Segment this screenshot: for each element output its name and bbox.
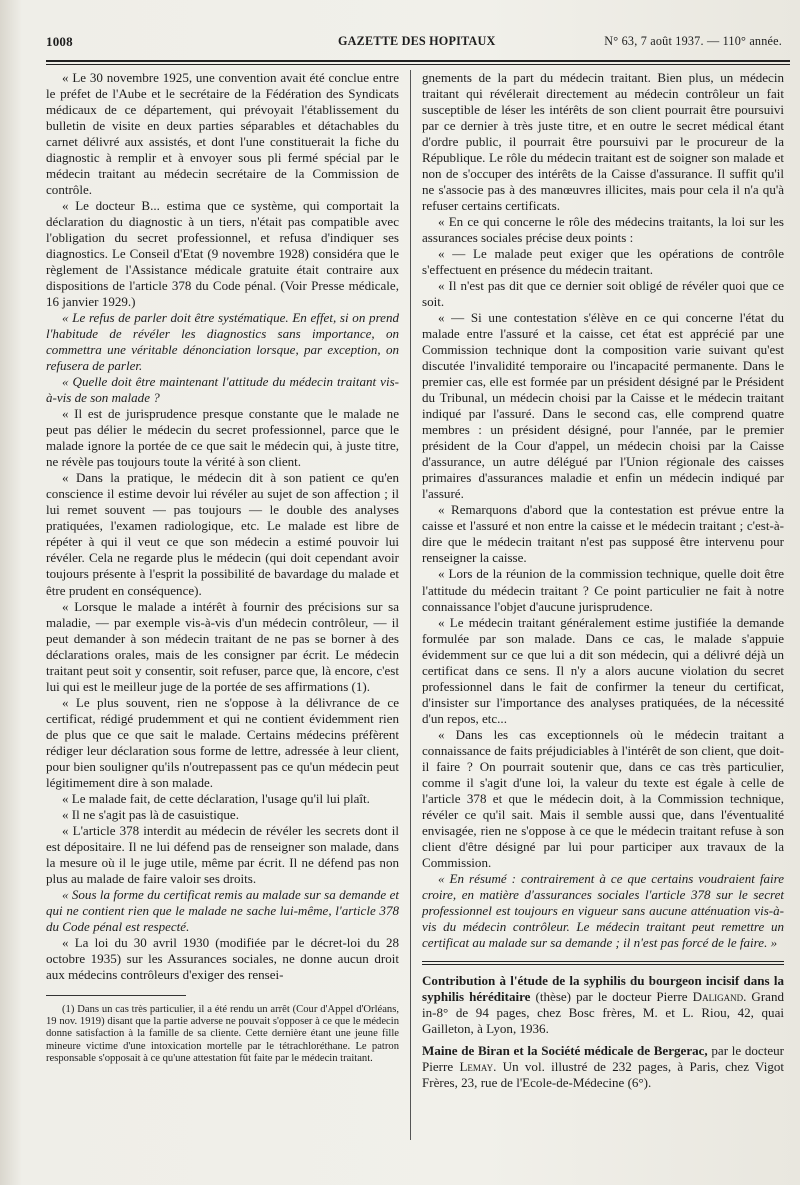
review-text: . Grand in-8° de 94 pages, chez Bosc frères, M. et L. Riou, 42, quai Gailleton, à Lyon, 1936. — [422, 988, 784, 1036]
paragraph: « Dans les cas exceptionnels où le médecin traitant a connaissance de faits préjudiciables à l'intérêt de son client, que doit-il faire ? On pourrait soutenir que, dans ce cas très particulier, comme il s'agit d'une loi, la valeur du texte est égale à celle de l'article 378 et que le médecin doit, à la Commission technique, révéler ce qu'il sait. Mais il semble aussi que, dans l'éventualité envisagée, rien ne s'oppose à ce que le médecin traitant refuse à son client d'être désigné par lui pour participer aux travaux de la Commission. — [422, 726, 784, 870]
book-review — [422, 1043, 784, 1091]
issue-info: N° 63, 7 août 1937. — 110° année. — [604, 34, 782, 48]
footnote: (1) Dans un cas très particulier, il a été rendu un arrêt (Cour d'Appel d'Orléans, 19 nov. 1919) disant que la partie adverse ne pouvait s'opposer à ce que le médecin donne satisfaction à la famille de sa cliente. Cette dernière étant une jeune fille mineure victime d'une intoxication mortelle par le tétrachloréthane. Le patron responsable s'opposait à ce qu'une attestation fût faite par le médecin traitant. — [46, 1003, 399, 1065]
review-text: . Un vol. illustré de 232 pages, à Paris, chez Vigot Frères, 23, rue de l'Ecole-de-Médecine (6°). — [422, 1058, 784, 1090]
review-author: Daligand — [692, 988, 744, 1004]
paragraph: « — Le malade peut exiger que les opérations de contrôle s'effectuent en présence du médecin traitant. — [422, 246, 784, 278]
journal-title: GAZETTE DES HOPITAUX — [338, 34, 496, 48]
book-review-list — [422, 973, 784, 1091]
section-separator — [422, 961, 784, 965]
paragraph: « Remarquons d'abord que la contestation est prévue entre la caisse et l'assuré et non entre la caisse et le médecin traitant ; c'est-à-dire que le médecin traitant n'est pas supposé être intervenu pour renseigner la caisse. — [422, 502, 784, 566]
paragraph: « L'article 378 interdit au médecin de révéler les secrets dont il est dépositaire. Il ne lui défend pas de renseigner son malade, dans la mesure où il le juge utile, même par écrit. Il ne défend pas non plus au malade de faire valoir ses droits. — [46, 822, 399, 886]
paragraph: « Il n'est pas dit que ce dernier soit obligé de révéler quoi que ce soit. — [422, 278, 784, 310]
page-number: 1008 — [46, 34, 73, 49]
paragraph: « Le docteur B... estima que ce système, qui comportait la déclaration du diagnostic à un tiers, n'était pas compatible avec l'obligation du secret professionnel, et refusa d'indiquer ses diagnostics. Le Conseil d'Etat (9 novembre 1928) considéra que le règlement de l'Assistance médicale gratuite était contraire aux dispositions de l'article 378 du Code pénal. (Voir Presse médicale, 16 janvier 1929.) — [46, 198, 399, 310]
review-text: par le docteur Pierre — [422, 1042, 784, 1074]
paragraph: « Il ne s'agit pas là de casuistique. — [62, 806, 239, 822]
paragraph: « Le plus souvent, rien ne s'oppose à la délivrance de ce certificat, rédigé prudemment et qui ne contient évidemment rien de plus que ce que sait le malade. Certains médecins préfèrent rédiger leur déclaration sous forme de lettre, adressée à leur client, pour bien souligner qu'ils n'outrepassent pas ce qu'un médecin peut légitimement dire à son malade. — [46, 694, 399, 790]
header-rule-thin — [46, 64, 790, 65]
paragraph: « La loi du 30 avril 1930 (modifiée par le décret-loi du 28 octobre 1935) sur les Assurances sociales, ne donne aucun droit aux médecins contrôleurs d'exiger des rensei- — [46, 934, 399, 982]
review-title: Contribution à l'étude de la syphilis du bourgeon incisif dans la syphilis héréditaire — [422, 972, 784, 1004]
column-divider — [410, 70, 411, 1140]
paragraph: « Quelle doit être maintenant l'attitude du médecin traitant vis-à-vis de son malade ? — [46, 374, 399, 406]
review-title: Maine de Biran et la Société médicale de Bergerac, — [422, 1042, 708, 1058]
page-header — [46, 34, 790, 58]
paragraph: « En résumé : contrairement à ce que certains voudraient faire croire, en matière d'assurances sociales l'article 378 sur le secret professionnel est toujours en vigueur sans aucune atténuation vis-à-vis du médecin contrôleur. Le médecin traitant peut remettre un certificat au malade sur sa demande ; il n'est pas forcé de le faire. » — [422, 870, 784, 950]
paragraph: « Lors de la réunion de la commission technique, quelle doit être l'attitude du médecin traitant ? Ce point particulier ne fait à notre connaissance l'objet d'aucune jurisprudence. — [422, 566, 784, 614]
paragraph: « Le médecin traitant généralement estime justifiée la demande formulée par son malade. Dans ce cas, le malade s'appuie évidemment sur ce que lui a dit son médecin, qui a délivré déjà un certificat dans ce sens. Il n'y a alors aucune violation du secret professionnel dans le fait de confirmer la teneur du certificat, d'insister sur l'importance des analyses pratiquées, de la nécessité d'un repos, etc... — [422, 614, 784, 726]
review-text: (thèse) par le docteur Pierre — [535, 988, 688, 1004]
paragraph: « Le malade fait, de cette déclaration, l'usage qu'il lui plaît. — [62, 790, 370, 806]
footnote-rule — [46, 995, 186, 996]
paragraph: « — Si une contestation s'élève en ce qui concerne l'état du malade entre l'assuré et la caisse, cet état est apprécié par une Commission technique dont la composition varie suivant qu'est discutée l'invalidité temporaire ou l'incapacité permanente. Dans le premier cas, elle est formée par un président désigné par le Président du Tribunal, un médecin choisi par la Caisse et le médecin traitant indiqué par l'assuré. Dans le second cas, elle comprend quatre membres : un président désigné, pour l'année, par le premier président de la Cour d'appel, un médecin choisi par la Caisse d'assurance, un autre délégué par l'Union régionale des caisses primaires d'assurances maladie et enfin un médecin indiqué par l'assuré. — [422, 310, 784, 502]
left-column — [46, 70, 399, 1065]
paragraph: « Il est de jurisprudence presque constante que le malade ne peut pas délier le médecin du secret professionnel, parce que le malade ignore la portée de ce que sait le médecin qui, à juste titre, ne révèle pas toujours toute la vérité à son client. — [46, 406, 399, 470]
paragraph: « Lorsque le malade a intérêt à fournir des précisions sur sa maladie, — par exemple vis-à-vis d'un médecin contrôleur, — il peut demander à son médecin traitant de ne pas se borner à des déclarations orales, mais de les consigner par écrit. Le médecin traitant peut soit y consentir, soit refuser, parce que, là encore, c'est lui qui est le meilleur juge de la portée de ses affirmations (1). — [46, 598, 399, 694]
paragraph: « Le refus de parler doit être systématique. En effet, si on prend l'habitude de révéler les diagnostics sans importance, on commettra une véritable dénonciation lorsque, par exception, on refusera de parler. — [46, 310, 399, 374]
header-rule — [46, 60, 790, 62]
paragraph: « En ce qui concerne le rôle des médecins traitants, la loi sur les assurances sociales précise deux points : — [422, 214, 784, 246]
paragraph: « Le 30 novembre 1925, une convention avait été conclue entre le préfet de l'Aube et le secrétaire de la Fédération des Syndicats médicaux de ce département, qui prévoyait l'établissement du bulletin de visite en deux parties séparables et détachables du carnet délivré aux assistés, et dont l'une constituerait la fiche du diagnostic à remplir et à envoyer sous pli fermé spécial par le médecin traitant au médecin secrétaire de la Commission de contrôle. — [46, 70, 399, 198]
paragraph: gnements de la part du médecin traitant. Bien plus, un médecin traitant qui révélerait directement au médecin contrôleur un fait susceptible de léser les intérêts de son client pourrait être poursuivi par ce dernier à très juste titre, et en outre le secret médical étant d'ordre public, il pourrait être poursuivi par le procureur de la République. Le rôle du médecin traitant est de soigner son malade et non de s'occuper des intérêts de la Caisse d'assurance. Il suffit qu'il ne s'associe pas à des manœuvres illicites, mais pour cela il n'a qu'à refuser certains certificats. — [422, 70, 784, 214]
paragraph: « Dans la pratique, le médecin dit à son patient ce qu'en conscience il estime devoir lui révéler au sujet de son affection ; il lui remet souvent — pas toujours — le double des analyses pratiquées, l'examen radiologique, etc. Le malade est libre de répéter à qui il veut ce que son médecin a estimé pouvoir lui révéler. Cela ne regarde plus le médecin (qui doit cependant avoir toujours présente à l'esprit la possibilité de bavardage du malade et être prudent en conséquence). — [46, 470, 399, 598]
book-review — [422, 973, 784, 1037]
review-author: Lemay — [459, 1058, 494, 1074]
right-column — [422, 70, 784, 1091]
paragraph: « Sous la forme du certificat remis au malade sur sa demande et qui ne contient rien que le malade ne sache lui-même, l'article 378 du Code pénal est respecté. — [46, 886, 399, 934]
